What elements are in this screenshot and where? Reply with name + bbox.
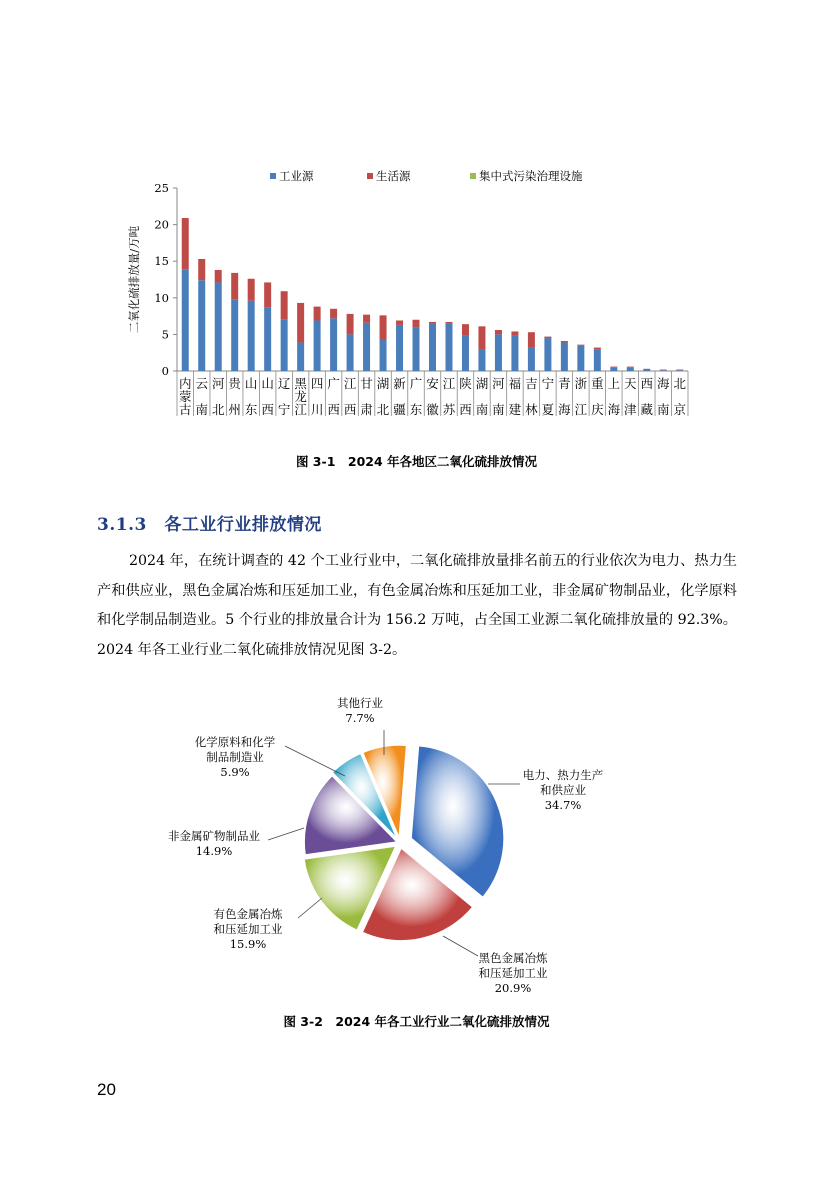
x-tick-label: 肃 — [360, 402, 373, 417]
x-tick-label: 江 — [442, 376, 456, 391]
x-tick-label: 湖 — [376, 376, 390, 391]
bar-segment — [429, 322, 436, 323]
x-tick-label: 内 — [178, 376, 192, 391]
x-tick-label: 重 — [591, 376, 604, 391]
legend-label: 生活源 — [376, 169, 411, 183]
y-tick-label: 20 — [154, 217, 169, 232]
bar-segment — [561, 341, 568, 342]
industry-so2-pie-chart — [0, 680, 833, 1010]
bar-segment — [495, 330, 502, 334]
x-tick-label: 南 — [492, 402, 505, 417]
pie-category-label: 有色金属冶炼 — [213, 907, 283, 921]
bar-segment — [314, 307, 321, 321]
bar-segment — [281, 291, 288, 320]
pie-category-label: 电力、热力生产 — [522, 768, 604, 782]
x-tick-label: 江 — [294, 402, 307, 417]
pie-percent-label: 14.9% — [195, 844, 233, 858]
x-tick-label: 古 — [178, 402, 192, 417]
bar-segment — [231, 273, 238, 299]
x-tick-label: 吉 — [525, 376, 538, 391]
bar-segment — [577, 345, 584, 346]
legend-swatch — [470, 173, 476, 179]
bar-segment — [396, 325, 403, 371]
bar-segment — [511, 331, 518, 335]
x-tick-label: 安 — [426, 376, 439, 391]
x-tick-label: 南 — [475, 402, 489, 417]
x-tick-label: 福 — [508, 376, 522, 391]
x-tick-label: 辽 — [277, 376, 291, 391]
figure-3-1-caption: 图 3-1 2024 年各地区二氧化硫排放情况 — [295, 454, 538, 469]
x-tick-label: 宁 — [277, 402, 291, 417]
x-tick-label: 湖 — [475, 376, 489, 391]
x-tick-label: 河 — [492, 376, 505, 391]
bar-segment — [264, 282, 271, 307]
pie-category-label: 和供应业 — [540, 783, 586, 797]
bar-segment — [248, 301, 255, 371]
pie-category-label: 和压延加工业 — [478, 966, 548, 980]
x-tick-label: 云 — [195, 376, 208, 391]
page-number: 20 — [97, 1080, 116, 1099]
x-tick-label: 建 — [508, 402, 522, 417]
bar-segment — [577, 345, 584, 371]
x-tick-label: 林 — [525, 402, 538, 417]
x-tick-label: 徽 — [426, 402, 439, 417]
pie-category-label: 非金属矿物制品业 — [168, 829, 260, 843]
bar-segment — [363, 315, 370, 323]
y-axis-label: 二氧化硫排放量/万吨 — [127, 225, 141, 334]
pie-category-label: 和压延加工业 — [213, 922, 283, 936]
x-tick-label: 黑 — [294, 376, 307, 391]
bar-segment — [495, 334, 502, 371]
legend-label: 集中式污染治理设施 — [479, 169, 583, 183]
y-tick-label: 15 — [154, 254, 169, 269]
pie-percent-label: 15.9% — [229, 937, 267, 951]
bar-segment — [380, 315, 387, 339]
bar-segment — [182, 218, 189, 269]
x-tick-label: 蒙 — [178, 389, 192, 404]
x-tick-label: 贵 — [228, 376, 241, 391]
bar-segment — [643, 369, 650, 370]
bar-segment — [314, 320, 321, 371]
bar-segment — [330, 309, 337, 319]
bar-segment — [478, 349, 485, 371]
bar-segment — [198, 259, 205, 280]
x-tick-label: 北 — [211, 402, 225, 417]
x-tick-label: 苏 — [442, 402, 456, 417]
bar-segment — [264, 307, 271, 371]
bar-segment — [627, 367, 634, 371]
bar-segment — [627, 367, 634, 368]
y-tick-label: 10 — [154, 290, 169, 305]
bar-segment — [231, 299, 238, 371]
bar-segment — [363, 323, 370, 371]
x-tick-label: 庆 — [591, 402, 604, 417]
x-tick-label: 川 — [310, 402, 324, 417]
bar-segment — [462, 324, 469, 336]
x-tick-label: 山 — [244, 376, 258, 391]
bar-segment — [462, 336, 469, 371]
body-paragraph: 2024 年，在统计调查的 42 个工业行业中，二氧化硫排放量排名前五的行业依次为电力、热力生产和供应业，黑色金属冶炼和压延加工业，有色金属冶炼和压延加工业，非金属矿物制品业，化学原料和化学制品制造业。5 个行业的排放量合计为 156.2 万吨，占全国工业源二氧化硫排放量的 92.3%。2024 年各工业行业二氧化硫排放情况见图 3-2。 — [97, 553, 737, 658]
pie-percent-label: 34.7% — [544, 798, 582, 812]
bar-segment — [594, 348, 601, 350]
x-tick-label: 北 — [673, 376, 687, 391]
x-tick-label: 天 — [624, 376, 637, 391]
figure-3-2-caption: 图 3-2 2024 年各工业行业二氧化硫排放情况 — [283, 1014, 550, 1029]
x-tick-label: 陕 — [459, 376, 472, 391]
bar-segment — [330, 318, 337, 371]
x-tick-label: 四 — [310, 376, 324, 391]
bar-segment — [594, 350, 601, 371]
y-tick-label: 0 — [161, 364, 169, 378]
x-tick-label: 南 — [195, 402, 208, 417]
bar-segment — [281, 320, 288, 371]
x-tick-label: 甘 — [360, 376, 373, 391]
x-tick-label: 西 — [261, 402, 274, 417]
legend-label: 工业源 — [279, 169, 314, 183]
y-tick-label: 5 — [161, 327, 169, 342]
bar-segment — [660, 370, 667, 371]
bar-segment — [215, 270, 222, 282]
bar-segment — [413, 327, 420, 371]
section-heading: 3.1.3 各工业行业排放情况 — [97, 515, 322, 535]
bar-segment — [297, 342, 304, 371]
pie-leader-line — [268, 828, 304, 840]
x-tick-label: 宁 — [541, 376, 555, 391]
bar-segment — [347, 314, 354, 334]
x-tick-label: 东 — [244, 402, 258, 417]
x-tick-label: 北 — [376, 402, 390, 417]
bar-segment — [198, 280, 205, 371]
bar-segment — [561, 342, 568, 371]
x-tick-label: 京 — [673, 402, 687, 417]
bar-segment — [182, 269, 189, 371]
pie-category-label: 制品制造业 — [206, 750, 264, 764]
x-tick-label: 浙 — [574, 376, 588, 391]
bar-segment — [347, 334, 354, 371]
x-tick-label: 西 — [327, 402, 340, 417]
bar-segment — [528, 332, 535, 347]
x-tick-label: 海 — [657, 376, 670, 391]
x-tick-label: 夏 — [541, 402, 555, 417]
pie-category-label: 黑色金属冶炼 — [478, 951, 548, 965]
x-tick-label: 西 — [343, 402, 357, 417]
bar-segment — [676, 370, 683, 371]
x-tick-label: 疆 — [393, 402, 406, 417]
bar-segment — [511, 336, 518, 371]
bar-segment — [478, 326, 485, 349]
pie-leader-line — [443, 936, 478, 956]
bar-segment — [380, 340, 387, 371]
bar-segment — [396, 320, 403, 324]
bar-segment — [676, 370, 683, 371]
bar-segment — [413, 320, 420, 327]
bar-segment — [445, 323, 452, 371]
x-tick-label: 山 — [261, 376, 274, 391]
x-tick-label: 藏 — [640, 402, 654, 417]
bar-segment — [660, 370, 667, 371]
bar-segment — [248, 279, 255, 301]
bar-segment — [445, 322, 452, 323]
x-tick-label: 青 — [558, 376, 571, 391]
x-tick-label: 新 — [393, 376, 406, 391]
x-tick-label: 龙 — [294, 389, 307, 404]
x-tick-label: 州 — [228, 402, 241, 417]
pie-percent-label: 20.9% — [494, 981, 532, 995]
x-tick-label: 西 — [640, 376, 654, 391]
x-tick-label: 南 — [657, 402, 670, 417]
bar-segment — [544, 338, 551, 371]
pie-category-label: 化学原料和化学 — [194, 735, 276, 749]
x-tick-label: 上 — [607, 376, 621, 391]
y-tick-label: 25 — [154, 181, 169, 195]
bar-segment — [643, 370, 650, 371]
x-tick-label: 津 — [624, 402, 637, 417]
bar-segment — [544, 337, 551, 338]
bar-segment — [215, 282, 222, 371]
x-tick-label: 广 — [327, 376, 340, 391]
pie-category-label: 其他行业 — [337, 696, 383, 710]
legend-swatch — [367, 173, 373, 179]
x-tick-label: 广 — [409, 376, 423, 391]
bar-segment — [610, 367, 617, 368]
region-so2-bar-chart — [0, 0, 833, 440]
bar-segment — [528, 348, 535, 371]
legend-swatch — [270, 173, 276, 179]
pie-percent-label: 7.7% — [345, 711, 375, 725]
pie-leader-line — [298, 898, 322, 918]
pie-percent-label: 5.9% — [220, 765, 250, 779]
x-tick-label: 海 — [558, 402, 571, 417]
x-tick-label: 西 — [459, 402, 472, 417]
bar-segment — [297, 303, 304, 343]
x-tick-label: 江 — [574, 402, 588, 417]
bar-segment — [610, 367, 617, 371]
bar-segment — [429, 323, 436, 371]
x-tick-label: 东 — [409, 402, 423, 417]
pie-leader-line — [285, 746, 345, 776]
x-tick-label: 江 — [343, 376, 357, 391]
x-tick-label: 海 — [607, 402, 621, 417]
x-tick-label: 河 — [211, 376, 225, 391]
